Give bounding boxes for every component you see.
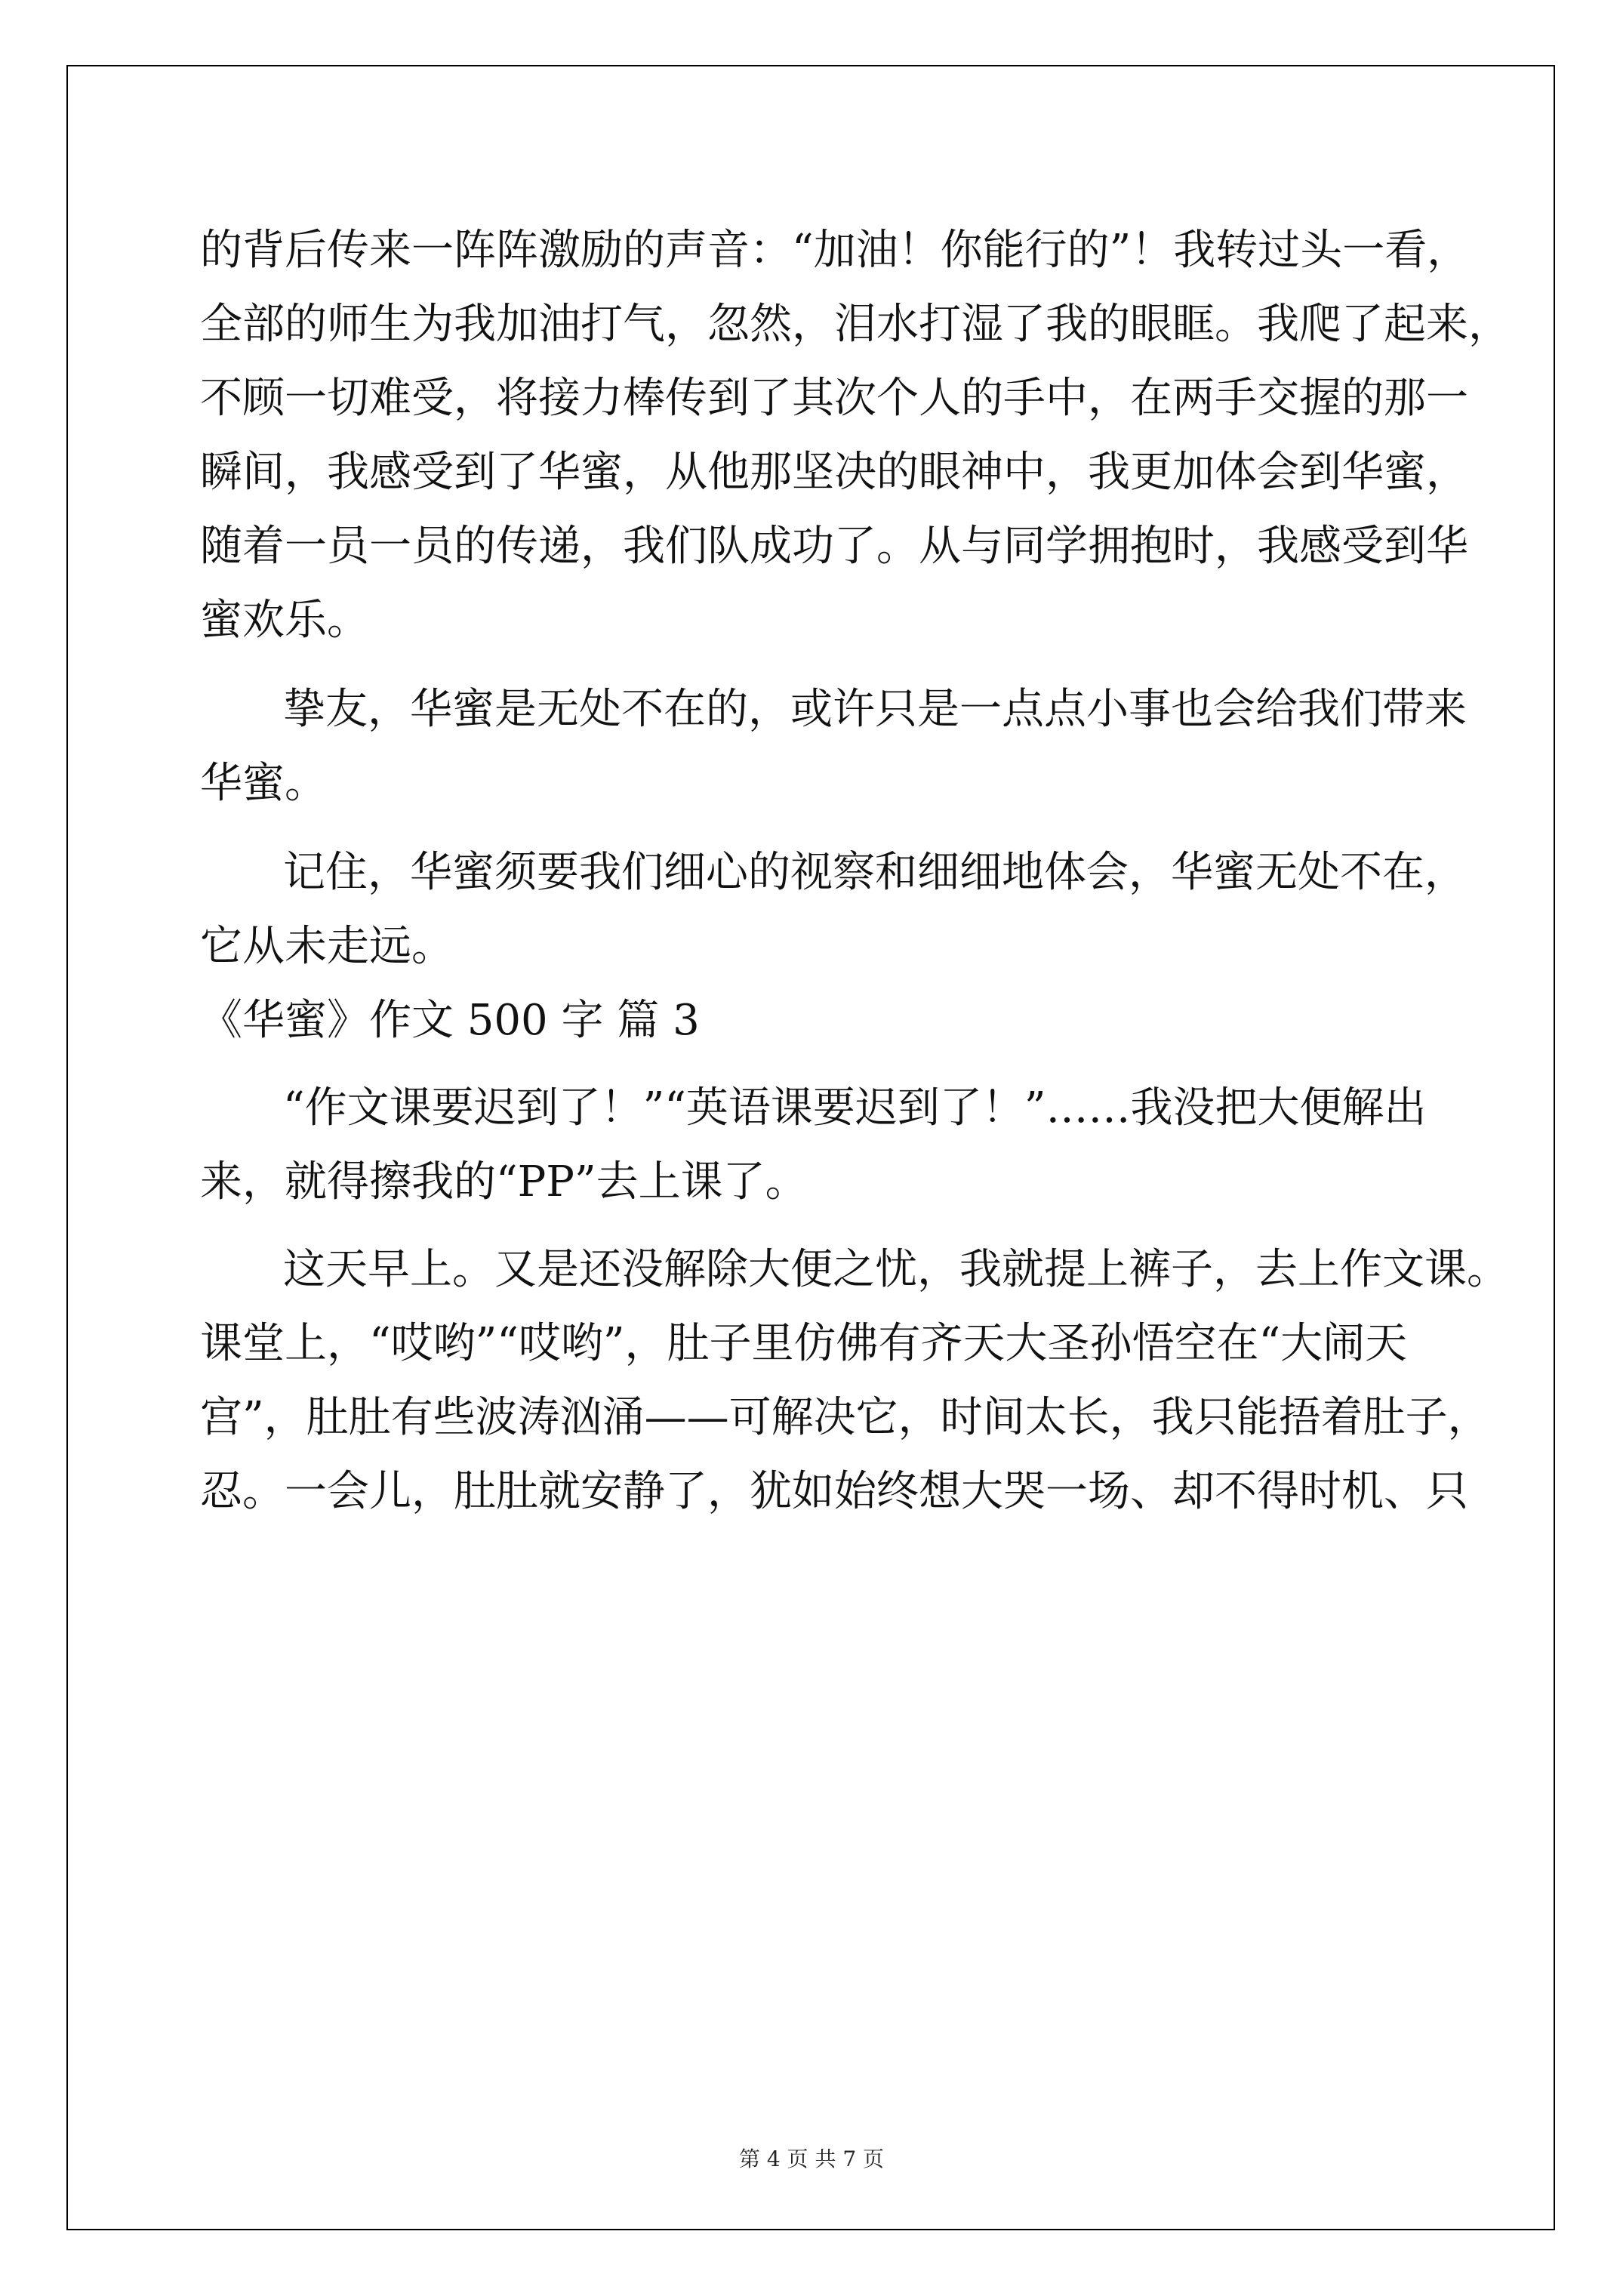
text-line: “作文课要迟到了！”“英语课要迟到了！”……我没把大便解出: [283, 1083, 1427, 1133]
text-line: 蜜欢乐。: [200, 596, 369, 645]
text-line: 的背后传来一阵阵激励的声音：“加油！你能行的”！我转过头一看，: [200, 226, 1470, 275]
text-line: 这天早上。又是还没解除大便之忧，我就提上裤子，去上作文课。: [283, 1245, 1509, 1294]
text-line: 华蜜。: [200, 759, 327, 808]
text-line: 瞬间，我感受到了华蜜，从他那坚决的眼神中，我更加体会到华蜜，: [200, 448, 1468, 497]
text-line: 不顾一切难受，将接力棒传到了其次个人的手中，在两手交握的那一: [200, 374, 1468, 423]
text-line: 随着一员一员的传递，我们队成功了。从与同学拥抱时，我感受到华: [200, 522, 1468, 571]
text-line: 忍。一会儿，肚肚就安静了，犹如始终想大哭一场、却不得时机、只: [200, 1467, 1468, 1516]
section-heading: 《华蜜》作文 500 字 篇 3: [200, 996, 700, 1045]
text-line: 记住，华蜜须要我们细心的视察和细细地体会，华蜜无处不在，: [283, 848, 1467, 897]
page-footer: 第 4 页 共 7 页: [738, 2147, 885, 2171]
text-line: 课堂上，“哎哟”“哎哟”，肚子里仿佛有齐天大圣孙悟空在“大闹天: [200, 1319, 1408, 1368]
text-line: 来，就得擦我的“PP”去上课了。: [200, 1157, 808, 1207]
text-line: 它从未走远。: [200, 922, 454, 971]
text-line: 宫”，肚肚有些波涛汹涌——可解决它，时间太长，我只能捂着肚子，: [200, 1393, 1490, 1442]
text-line: 全部的师生为我加油打气，忽然，泪水打湿了我的眼眶。我爬了起来，: [200, 300, 1511, 349]
text-line: 挚友，华蜜是无处不在的，或许只是一点点小事也会给我们带来: [283, 685, 1467, 734]
